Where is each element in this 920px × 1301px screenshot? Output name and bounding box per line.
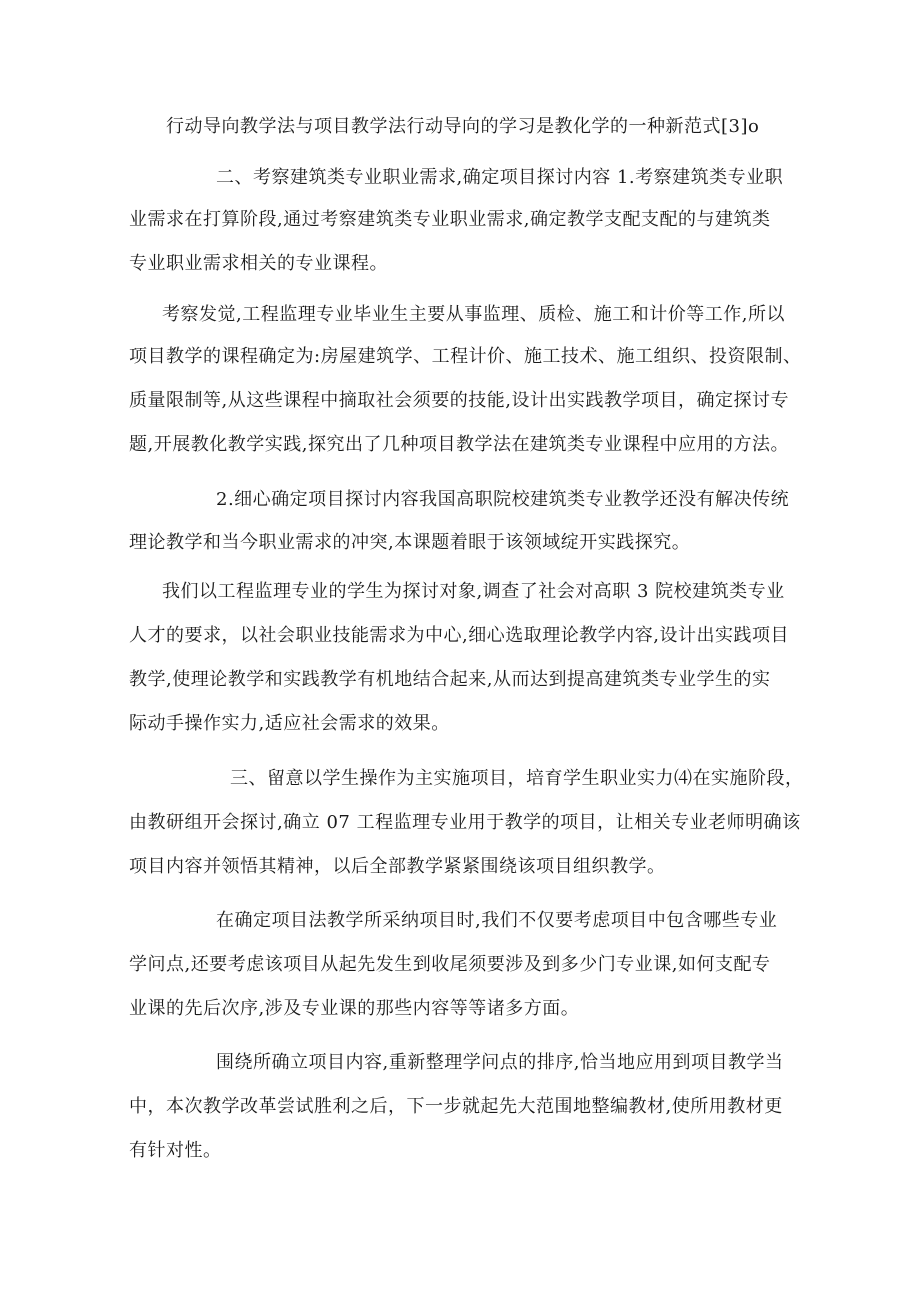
paragraph-1-line-1: 行动导向教学法与项目教学法行动导向的学习是教化学的一种新范式[3]o (166, 116, 760, 137)
paragraph-7-line-1: 在确定项目法教学所采纳项目时,我们不仅要考虑项目中包含哪些专业 (216, 910, 778, 931)
paragraph-7-line-3: 业课的先后次序,涉及专业课的那些内容等等诸多方面。 (129, 998, 580, 1019)
paragraph-8-line-1: 围绕所确立项目内容,重新整理学问点的排序,恰当地应用到项目教学当 (216, 1052, 784, 1073)
paragraph-3-line-3: 质量限制等,从这些课程中摘取社会须要的技能,设计出实践教学项目，确定探讨专 (129, 390, 789, 411)
paragraph-7-line-2: 学问点,还要考虑该项目从起先发生到收尾须要涉及到多少门专业课,如何支配专 (129, 954, 771, 975)
paragraph-5-line-4: 际动手操作实力,适应社会需求的效果。 (129, 713, 450, 734)
paragraph-2-line-2: 业需求在打算阶段,通过考察建筑类专业职业需求,确定教学支配支配的与建筑类 (129, 209, 771, 230)
paragraph-3-line-1: 考察发觉,工程监理专业毕业生主要从事监理、质检、施工和计价等工作,所以 (162, 304, 785, 325)
paragraph-3-line-4: 题,开展教化教学实践,探究出了几种项目教学法在建筑类专业课程中应用的方法。 (129, 434, 789, 455)
paragraph-5-line-2: 人才的要求，以社会职业技能需求为中心,细心选取理论教学内容,设计出实践项目 (129, 625, 789, 646)
paragraph-5-line-3: 教学,使理论教学和实践教学有机地结合起来,从而达到提高建筑类专业学生的实 (129, 669, 771, 690)
paragraph-8-line-3: 有针对性。 (129, 1140, 222, 1161)
paragraph-3-line-2: 项目教学的课程确定为:房屋建筑学、工程计价、施工技术、施工组织、投资限制、 (129, 346, 802, 367)
paragraph-4-line-1: 2.细心确定项目探讨内容我国高职院校建筑类专业教学还没有解决传统 (216, 489, 790, 510)
paragraph-5-line-1: 我们以工程监理专业的学生为探讨对象,调查了社会对高职 3 院校建筑类专业 (162, 581, 785, 602)
paragraph-6-line-1: 三、留意以学生操作为主实施项目，培育学生职业实力⑷在实施阶段， (230, 768, 804, 789)
paragraph-4-line-2: 理论教学和当今职业需求的冲突,本课题着眼于该领域绽开实践探究。 (129, 532, 691, 553)
paragraph-2-line-3: 专业职业需求相关的专业课程。 (129, 253, 388, 274)
paragraph-6-line-3: 项目内容并领悟其精神，以后全部教学紧紧围绕该项目组织教学。 (129, 856, 666, 877)
paragraph-8-line-2: 中，本次教学改革尝试胜利之后，下一步就起先大范围地整编教材,使所用教材更 (129, 1096, 783, 1117)
paragraph-6-line-2: 由教研组开会探讨,确立 07 工程监理专业用于教学的项目，让相关专业老师明确该 (129, 812, 801, 833)
paragraph-2-line-1: 二、考察建筑类专业职业需求,确定项目探讨内容 1.考察建筑类专业职 (216, 167, 784, 188)
